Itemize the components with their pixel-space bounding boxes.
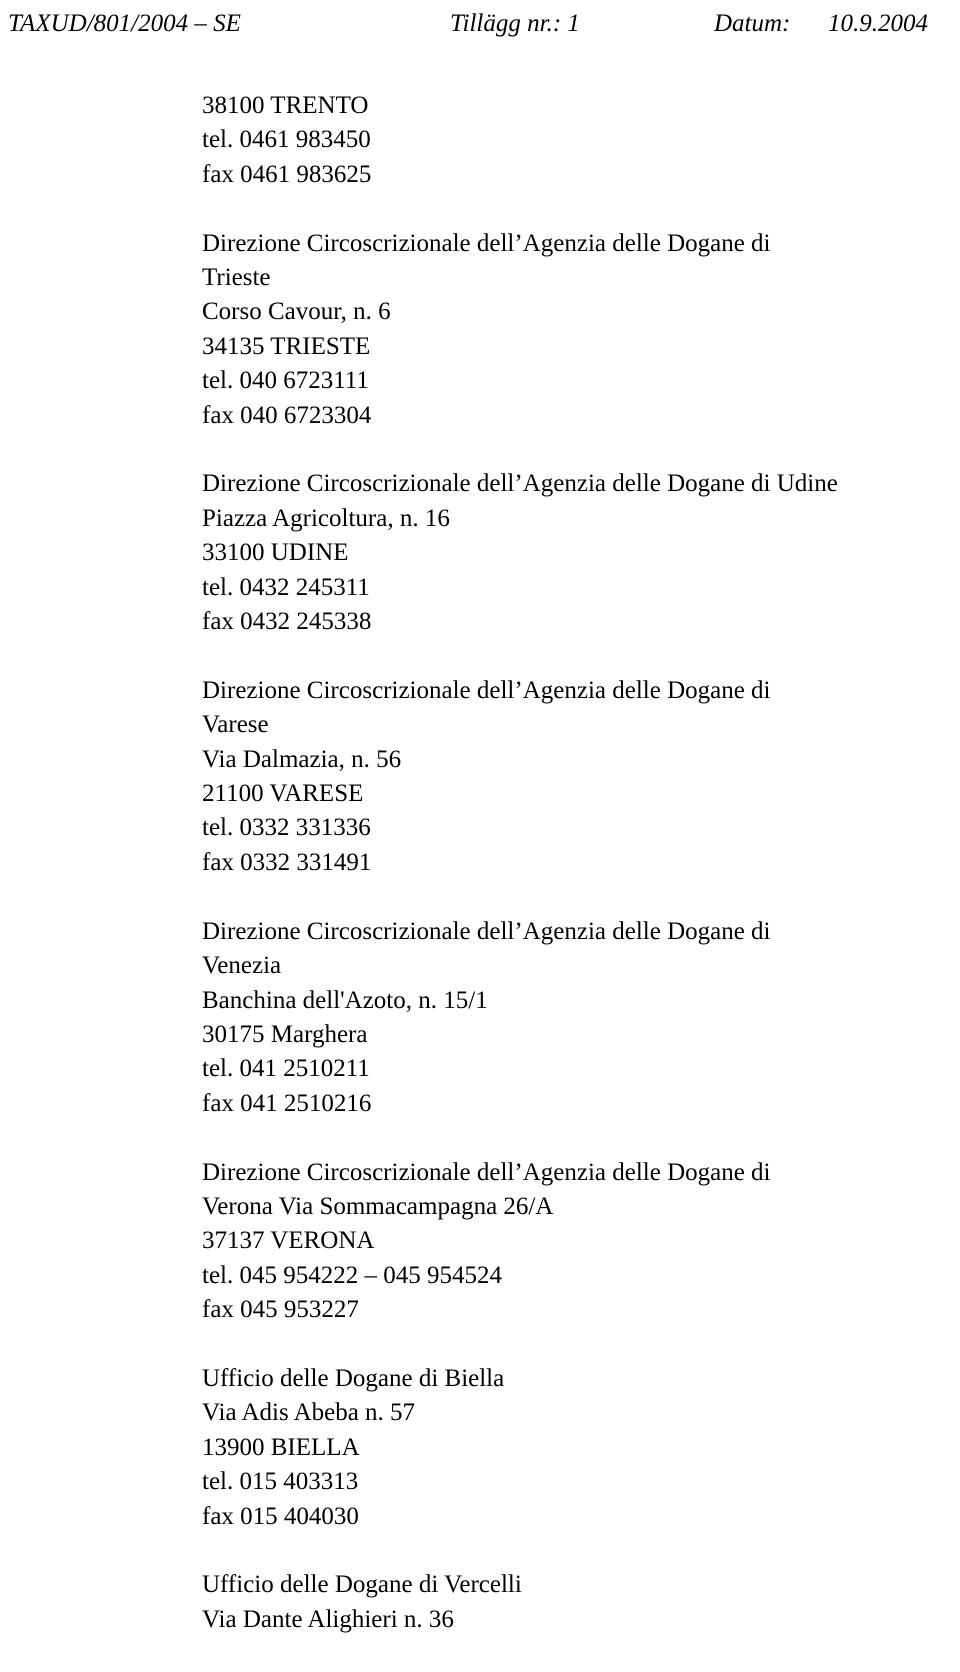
fax-line: fax 041 2510216 [202,1089,372,1117]
date-value: 10.9.2004 [828,10,928,37]
office-city-line: Trieste [202,264,271,292]
fax-line: fax 0332 331491 [202,848,372,876]
address-entry-vercelli [202,1568,942,1637]
postal-line: 37137 VERONA [202,1227,375,1255]
address-entry-varese [202,674,942,880]
phone-line: tel. 015 403313 [202,1468,359,1496]
phone-line: tel. 0432 245311 [202,573,370,601]
street-line: Corso Cavour, n. 6 [202,298,391,326]
phone-line: tel. 0461 983450 [202,126,371,154]
address-entry-biella [202,1362,942,1534]
fax-line: fax 0461 983625 [202,160,372,188]
street-line: Piazza Agricoltura, n. 16 [202,504,450,532]
phone-line: tel. 045 954222 – 045 954524 [202,1261,502,1289]
address-line: 38100 TRENTO [202,92,369,119]
fax-line: fax 040 6723304 [202,401,372,429]
street-line: Verona Via Sommacampagna 26/A [202,1192,554,1220]
phone-line: tel. 041 2510211 [202,1055,370,1083]
address-entry-trento [202,89,942,192]
address-entry-trieste [202,227,942,433]
address-entry-verona [202,1156,942,1328]
appendix-number: Tillägg nr.: 1 [450,10,580,37]
office-name-line: Direzione Circoscrizionale dell’Agenzia delle Dogane di [202,1158,771,1186]
fax-line: fax 0432 245338 [202,608,372,636]
postal-line: 21100 VARESE [202,780,364,808]
postal-line: 34135 TRIESTE [202,332,371,360]
phone-line: tel. 0332 331336 [202,814,371,842]
fax-line: fax 045 953227 [202,1296,359,1324]
postal-line: 13900 BIELLA [202,1433,360,1461]
office-name-line: Direzione Circoscrizionale dell’Agenzia delle Dogane di [202,229,771,257]
office-city-line: Venezia [202,952,282,980]
street-line: Via Dante Alighieri n. 36 [202,1605,454,1633]
street-line: Via Adis Abeba n. 57 [202,1399,416,1427]
fax-line: fax 015 404030 [202,1502,359,1530]
office-name-line: Ufficio delle Dogane di Vercelli [202,1571,522,1599]
date-label: Datum: [714,10,791,37]
address-entry-venezia [202,915,942,1121]
postal-line: 30175 Marghera [202,1020,368,1048]
page-header [8,4,952,44]
office-name-line: Ufficio delle Dogane di Biella [202,1364,505,1392]
office-name-line: Direzione Circoscrizionale dell’Agenzia delle Dogane di [202,917,771,945]
document-reference: TAXUD/801/2004 – SE [8,10,241,37]
address-list [202,89,942,1672]
postal-line: 33100 UDINE [202,539,349,567]
phone-line: tel. 040 6723111 [202,367,369,395]
street-line: Banchina dell'Azoto, n. 15/1 [202,986,488,1014]
address-entry-udine [202,467,942,639]
street-line: Via Dalmazia, n. 56 [202,745,402,773]
office-city-line: Varese [202,711,269,739]
office-name-line: Direzione Circoscrizionale dell’Agenzia delle Dogane di Udine [202,470,838,498]
office-name-line: Direzione Circoscrizionale dell’Agenzia delle Dogane di [202,676,771,704]
